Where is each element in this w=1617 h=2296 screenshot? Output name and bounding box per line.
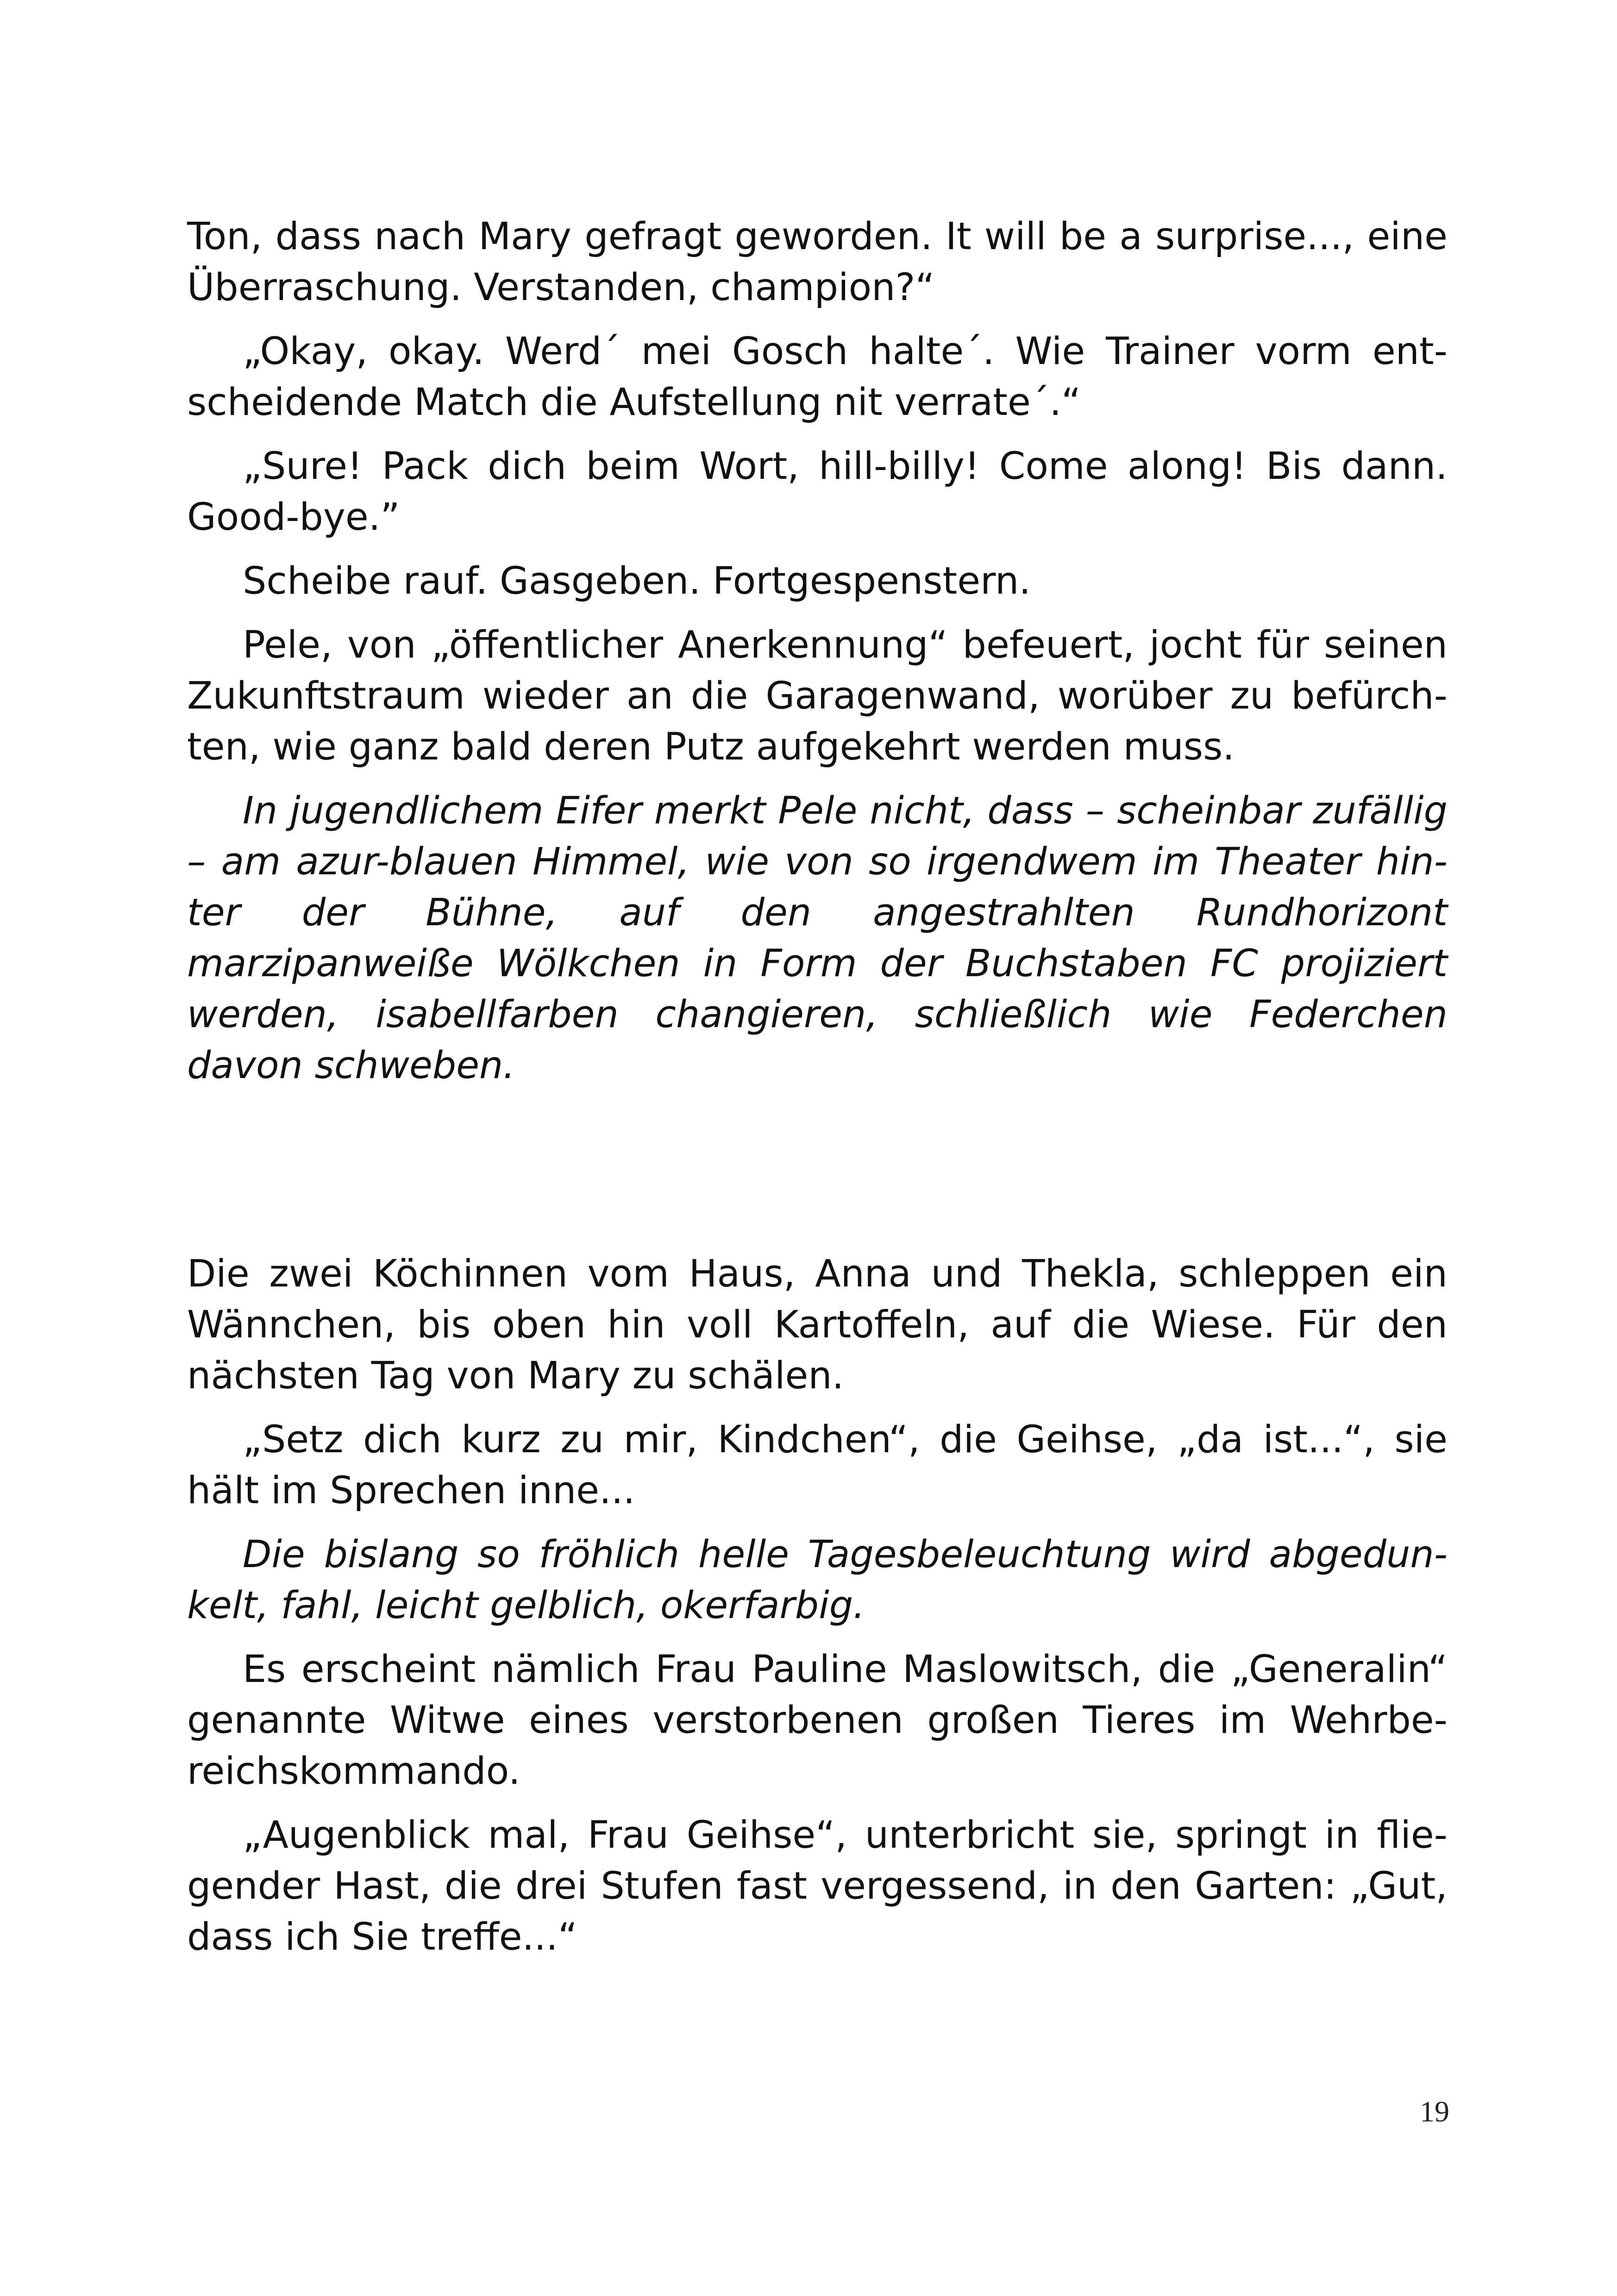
paragraph-5: Pele, von „öffentlicher Anerkennung“ befeuert, jocht für seinen Zukunftstraum wieder an die Garagenwand, worüber zu befürchten, wie ganz bald deren Putz aufgekehrt werden muss.: [187, 623, 1448, 769]
stage-direction-1: In jugendlichem Eifer merkt Pele nicht, dass – scheinbar zufällig – am azur-blauen Himmel, wie von so irgendwem im Theater hinter der Bühne, auf den angestrahlten Rundhorizont marzipanweiße Wölkchen in Form der Buchstaben FC projiziert werden, isabellfarben changieren, schließlich wie Federchen davon schweben.: [187, 789, 1448, 1087]
paragraph-2: „Okay, okay. Werd´ mei Gosch halte´. Wie Trainer vorm entscheidende Match die Aufstellung nit verrate´.“: [187, 330, 1448, 424]
paragraph-1: Ton, dass nach Mary gefragt geworden. It will be a surprise..., eine Überraschung. Verstanden, champion?“: [187, 215, 1448, 309]
stage-direction-2: Die bislang so fröhlich helle Tagesbeleuchtung wird abgedunkelt, fahl, leicht gelblich, okerfarbig.: [187, 1533, 1448, 1627]
paragraph-8: Es erscheint nämlich Frau Pauline Maslowitsch, die „Generalin“ genannte Witwe eines verstorbenen großen Tieres im Wehrbereichskommando.: [187, 1648, 1448, 1793]
paragraph-9: „Augenblick mal, Frau Geihse“, unterbricht sie, springt in fliegender Hast, die drei Stufen fast vergessend, in den Garten: „Gut, dass ich Sie treffe...“: [187, 1813, 1448, 1959]
paragraph-3: „Sure! Pack dich beim Wort, hill-billy! Come along! Bis dann. Good-bye.”: [187, 445, 1448, 539]
paragraph-6: Die zwei Köchinnen vom Haus, Anna und Thekla, schleppen ein Wännchen, bis oben hin voll Kartoffeln, auf die Wiese. Für den nächsten Tag von Mary zu schälen.: [187, 1252, 1448, 1398]
page-number: 19: [1420, 2095, 1449, 2128]
page-body: [187, 211, 1448, 1976]
paragraph-7: „Setz dich kurz zu mir, Kindchen“, die Geihse, „da ist...“, sie hält im Sprechen inne...: [187, 1418, 1448, 1512]
paragraph-4: Scheibe rauf. Gasgeben. Fortgespenstern.: [243, 559, 1031, 603]
